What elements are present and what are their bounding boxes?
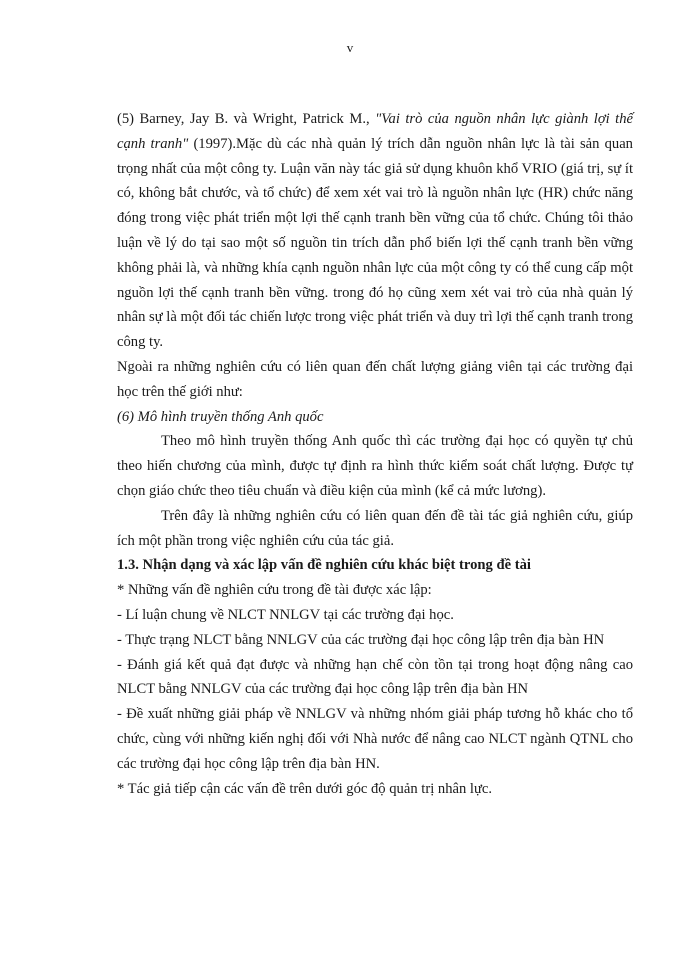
- reference-5-body: (1997).Mặc dù các nhà quản lý trích dẫn nguồn nhân lực là tài sản quan trọng nhất của một công ty. Luận văn này tác giả sử dụng khuôn khổ VRIO (giá trị, sự ít có, không bắt chước, và tổ chức) để xem xét vai trò là nguồn nhân lực (HR) chức năng đóng trong việc phát triển một lợi thế cạnh tranh bền vững của tổ chức. Chúng tôi thảo luận về lý do tại sao một số nguồn tin trích dẫn phổ biến lợi thế cạnh tranh bền vững không phải là, và những khía cạnh nguồn nhân lực của một công ty có thể cung cấp một nguồn lợi thế cạnh tranh bền vững. trong đó họ cũng xem xét vai trò của nhà quản lý nhân sự là một đối tác chiến lược trong việc phát triển và duy trì lợi thế cạnh tranh trong công ty.: [117, 135, 633, 351]
- document-body: [117, 107, 633, 801]
- section-heading: 1.3. Nhận dạng và xác lập vấn đề nghiên cứu khác biệt trong đề tài: [117, 557, 531, 574]
- reference-5-prefix: (5) Barney, Jay B. và Wright, Patrick M.,: [117, 111, 376, 127]
- reference-5-title: "Vai trò của nguồn nhân lực giành lợi thế cạnh tranh": [117, 111, 634, 152]
- summary-paragraph: Trên đây là những nghiên cứu có liên quan đến đề tài tác giả nghiên cứu, giúp ích một phần trong việc nghiên cứu của tác giả.: [117, 507, 633, 549]
- issue-item: - Đề xuất những giải pháp về NNLGV và những nhóm giải pháp tương hỗ khác cho tổ chức, cùng với những kiến nghị đối với Nhà nước để nâng cao NLCT ngành QTNL cho các trường đại học công lập trên địa bàn HN.: [117, 706, 633, 772]
- issue-item: - Thực trạng NLCT bằng NNLGV của các trường đại học công lập trên địa bàn HN: [117, 631, 605, 648]
- approach-paragraph: * Tác giả tiếp cận các vấn đề trên dưới góc độ quản trị nhân lực.: [117, 780, 492, 797]
- other-research-paragraph: Ngoài ra những nghiên cứu có liên quan đến chất lượng giảng viên tại các trường đại học trên thế giới như:: [117, 358, 633, 400]
- model-6-title: (6) Mô hình truyền thống Anh quốc: [117, 408, 324, 425]
- page-number: v: [346, 40, 354, 55]
- model-6-paragraph: Theo mô hình truyền thống Anh quốc thì các trường đại học có quyền tự chủ theo hiến chương của mình, được tự định ra hình thức kiểm soát chất lượng. Được tự chọn giáo chức theo tiêu chuẩn và điều kiện của mình (kể cả mức lương).: [117, 433, 633, 499]
- issues-intro: * Những vấn đề nghiên cứu trong đề tài được xác lập:: [117, 582, 432, 599]
- reference-5: [117, 107, 633, 355]
- issue-item: - Lí luận chung về NLCT NNLGV tại các trường đại học.: [117, 606, 454, 623]
- issue-item: - Đánh giá kết quả đạt được và những hạn chế còn tồn tại trong hoạt động nâng cao NLCT bằng NNLGV của các trường đại học công lập trên địa bàn HN: [117, 656, 633, 698]
